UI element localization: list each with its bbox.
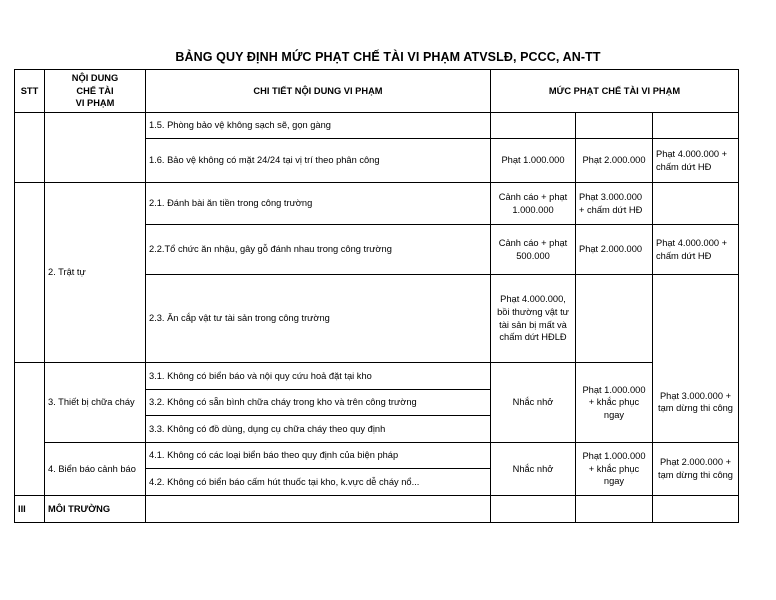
section-number: III bbox=[15, 496, 45, 523]
detail-cell: 1.6. Bảo vệ không có mặt 24/24 tại vị trí theo phân công bbox=[146, 139, 491, 183]
header-chi-tiet: CHI TIẾT NỘI DUNG VI PHẠM bbox=[146, 70, 491, 113]
penalty-3: Phạt 2.000.000 + tạm dừng thi công bbox=[653, 443, 739, 496]
group-cell: 3. Thiết bị chữa cháy bbox=[45, 363, 146, 443]
penalty-3: Phạt 3.000.000 + tạm dừng thi công bbox=[653, 363, 739, 443]
page-title: BẢNG QUY ĐỊNH MỨC PHẠT CHẾ TÀI VI PHẠM ATVSLĐ, PCCC, AN-TT bbox=[175, 50, 601, 64]
penalty-3 bbox=[653, 275, 739, 363]
table-row bbox=[15, 443, 739, 469]
detail-cell: 4.2. Không có biển báo cấm hút thuốc tại kho, k.vực dễ cháy nổ... bbox=[146, 469, 491, 496]
penalty-2 bbox=[576, 113, 653, 139]
penalty-3: Phạt 4.000.000 + chấm dứt HĐ bbox=[653, 139, 739, 183]
header-muc-phat: MỨC PHẠT CHẾ TÀI VI PHẠM bbox=[491, 70, 739, 113]
penalty-1: Cảnh cáo + phạt 1.000.000 bbox=[491, 183, 576, 225]
detail-cell: 3.2. Không có sẵn bình chữa cháy trong kho và trên công trường bbox=[146, 390, 491, 416]
detail-cell bbox=[146, 496, 491, 523]
detail-cell: 2.3. Ăn cắp vật tư tài sản trong công trường bbox=[146, 275, 491, 363]
header-row bbox=[15, 70, 739, 113]
penalty-2: Phạt 1.000.000 + khắc phục ngay bbox=[576, 363, 653, 443]
group-cell bbox=[45, 113, 146, 183]
stt-cell bbox=[15, 113, 45, 183]
stt-cell bbox=[15, 183, 45, 363]
penalty-2 bbox=[576, 275, 653, 363]
detail-cell: 1.5. Phòng bảo vệ không sạch sẽ, gọn gàng bbox=[146, 113, 491, 139]
group-cell: 4. Biển báo cảnh báo bbox=[45, 443, 146, 496]
section-title: MÔI TRƯỜNG bbox=[45, 496, 146, 523]
penalty-1: Nhắc nhở bbox=[491, 363, 576, 443]
penalty-3 bbox=[653, 113, 739, 139]
header-noi-dung: NỘI DUNG CHẾ TÀI VI PHẠM bbox=[45, 70, 146, 113]
penalty-3 bbox=[653, 496, 739, 523]
group-cell: 2. Trật tự bbox=[45, 183, 146, 363]
penalty-2: Phạt 2.000.000 bbox=[576, 139, 653, 183]
penalty-table bbox=[14, 69, 739, 523]
penalty-1 bbox=[491, 496, 576, 523]
penalty-3: Phạt 4.000.000 + chấm dứt HĐ bbox=[653, 225, 739, 275]
detail-cell: 4.1. Không có các loại biển báo theo quy định của biện pháp bbox=[146, 443, 491, 469]
penalty-3 bbox=[653, 183, 739, 225]
stt-cell bbox=[15, 363, 45, 496]
section-row bbox=[15, 496, 739, 523]
penalty-1 bbox=[491, 113, 576, 139]
penalty-2: Phạt 3.000.000 + chấm dứt HĐ bbox=[576, 183, 653, 225]
penalty-1: Phạt 4.000.000, bồi thường vật tư tài sản bị mất và chấm dứt HĐLĐ bbox=[491, 275, 576, 363]
detail-cell: 2.2.Tổ chức ăn nhậu, gây gỗ đánh nhau trong công trường bbox=[146, 225, 491, 275]
penalty-2 bbox=[576, 496, 653, 523]
penalty-1: Cảnh cáo + phạt 500.000 bbox=[491, 225, 576, 275]
penalty-2: Phạt 2.000.000 bbox=[576, 225, 653, 275]
table-row bbox=[15, 113, 739, 139]
detail-cell: 2.1. Đánh bài ăn tiền trong công trường bbox=[146, 183, 491, 225]
penalty-2: Phạt 1.000.000 + khắc phục ngay bbox=[576, 443, 653, 496]
table-row bbox=[15, 183, 739, 225]
table-row bbox=[15, 363, 739, 390]
detail-cell: 3.1. Không có biển báo và nội quy cứu hoả đặt tại kho bbox=[146, 363, 491, 390]
header-stt: STT bbox=[15, 70, 45, 113]
penalty-1: Phạt 1.000.000 bbox=[491, 139, 576, 183]
detail-cell: 3.3. Không có đồ dùng, dụng cụ chữa cháy theo quy định bbox=[146, 416, 491, 443]
penalty-1: Nhắc nhở bbox=[491, 443, 576, 496]
